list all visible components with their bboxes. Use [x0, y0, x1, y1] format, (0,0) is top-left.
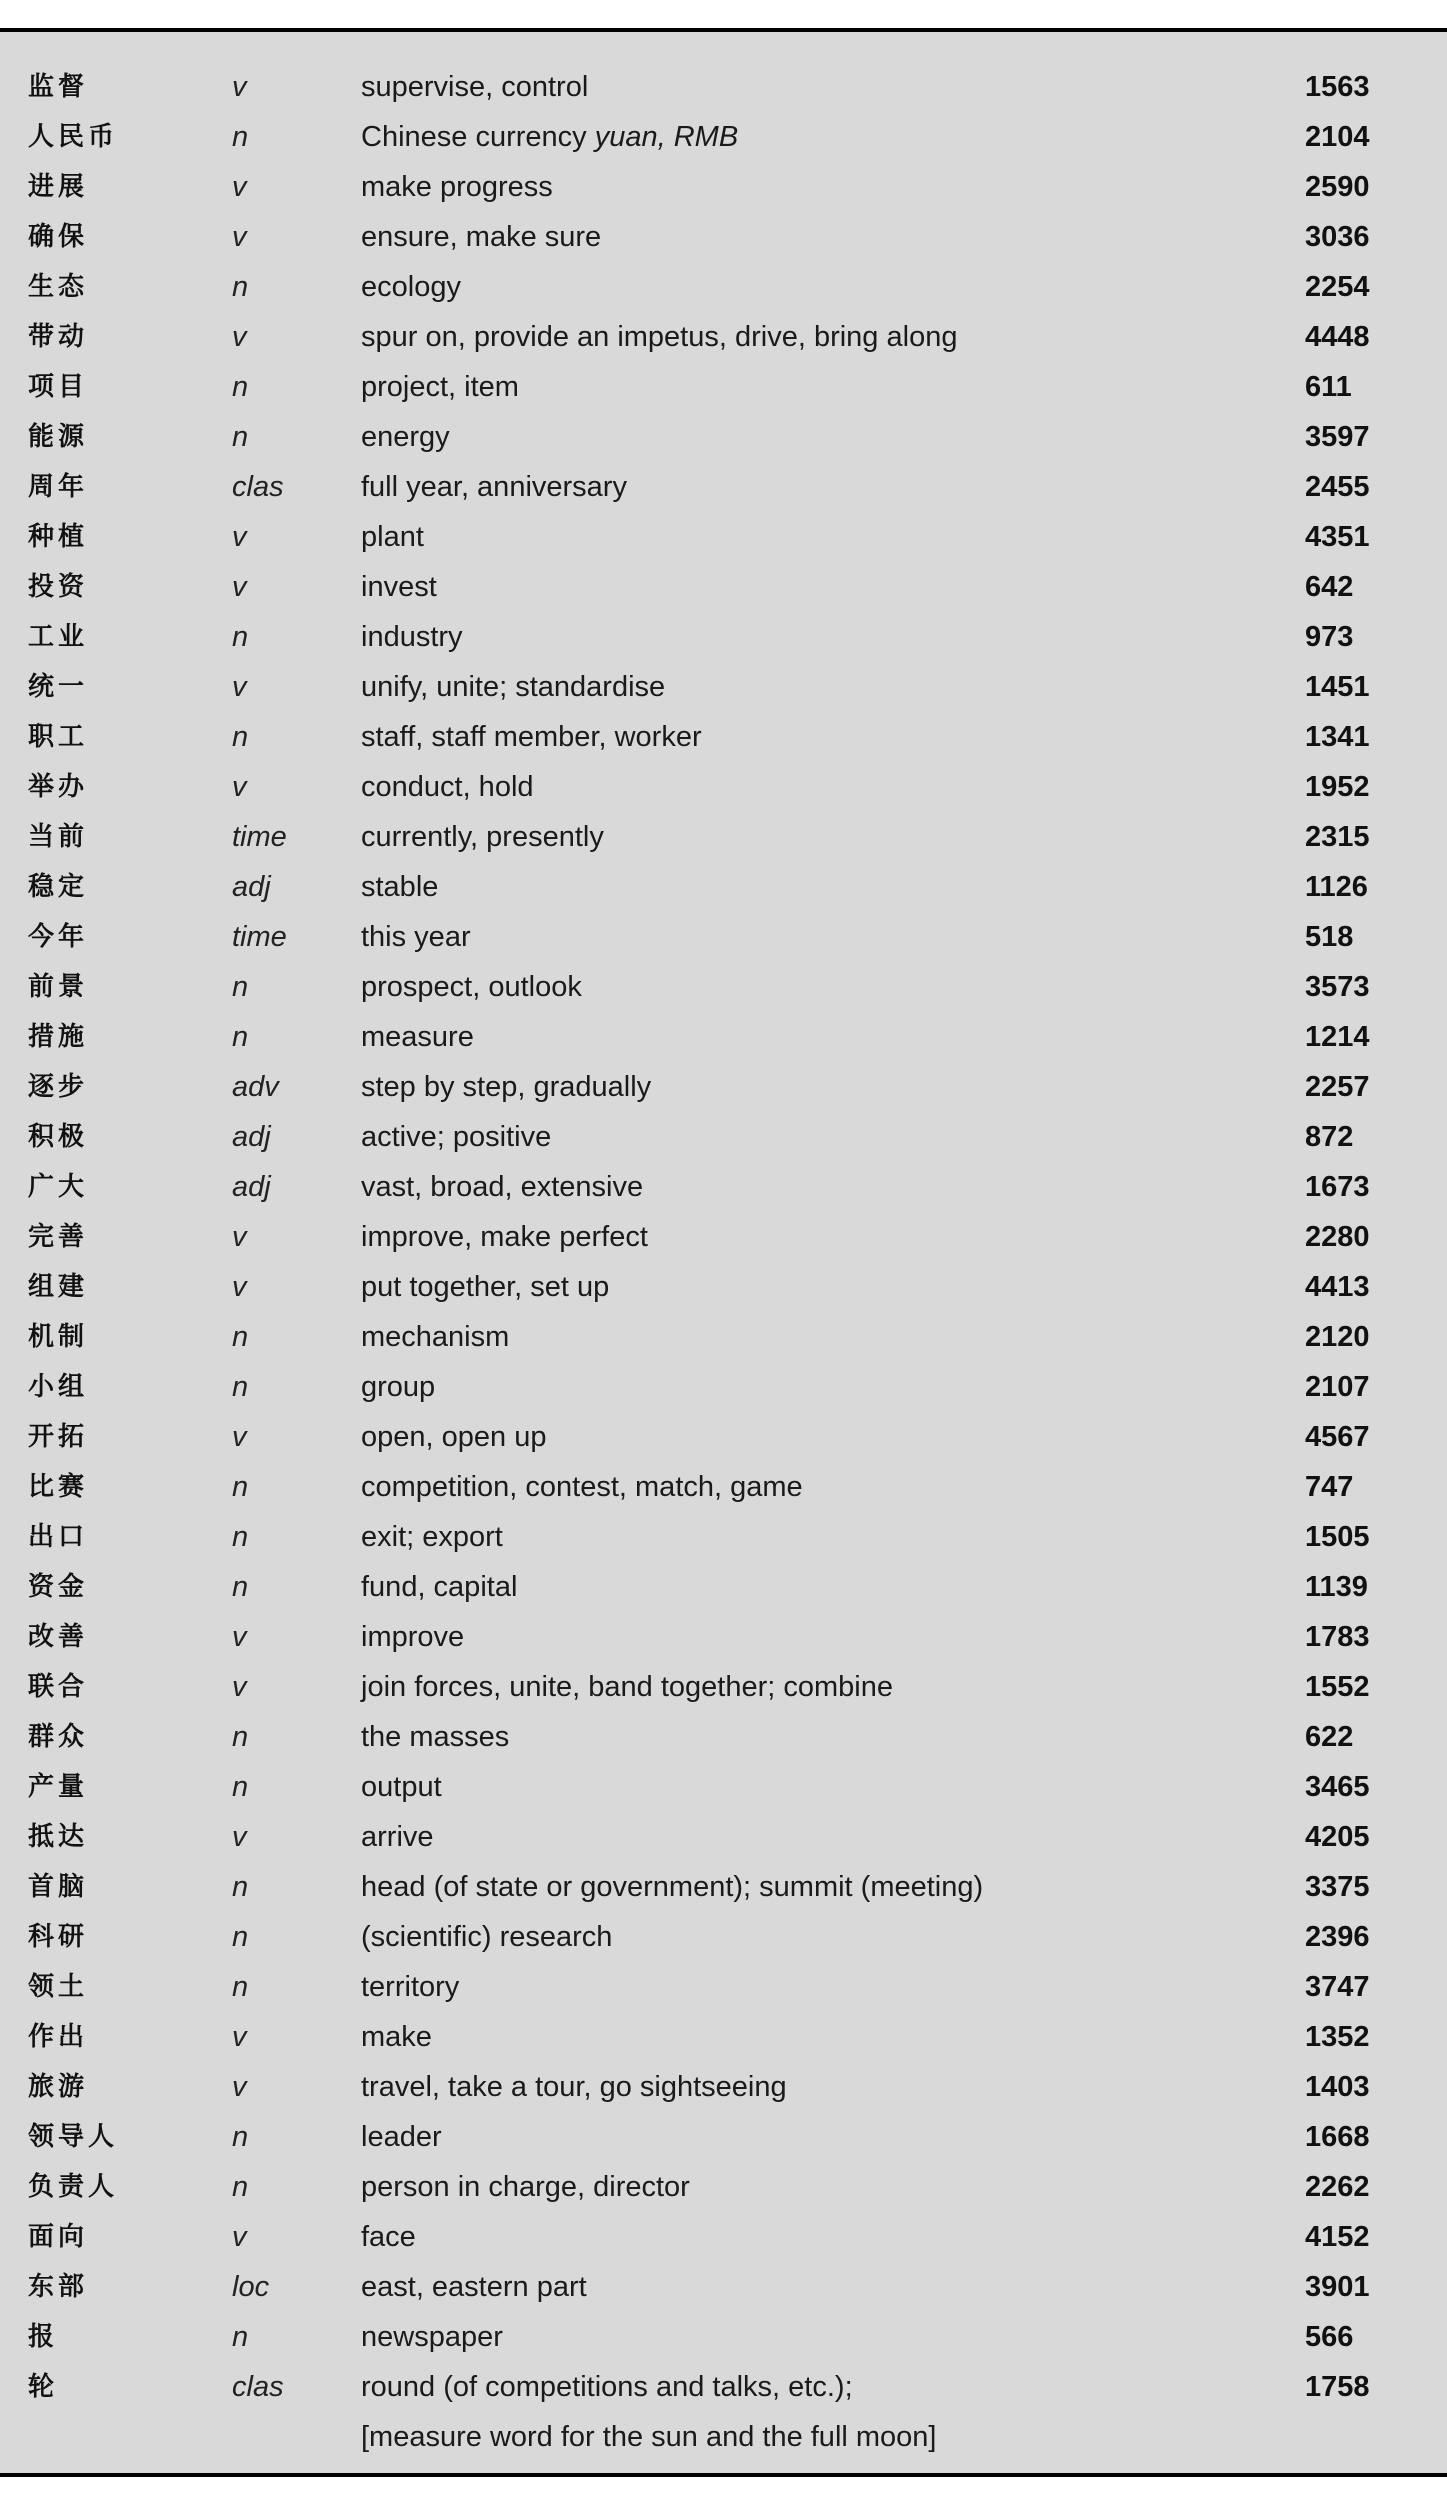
table-row	[0, 1262, 1447, 1312]
english-definition	[361, 162, 553, 212]
chinese-word: 领土	[28, 1972, 89, 2002]
english-definition	[361, 62, 588, 112]
frequency-rank: 4448	[1305, 321, 1370, 353]
table-row	[0, 1962, 1447, 2012]
part-of-speech: n	[232, 2171, 249, 2203]
definition-text: competition, contest, match, game	[361, 1471, 803, 1503]
chinese-word: 资金	[28, 1572, 89, 1602]
english-definition	[361, 812, 604, 862]
frequency-rank: 3036	[1305, 221, 1370, 253]
frequency-rank: 2262	[1305, 2171, 1370, 2203]
chinese-word: 面向	[28, 2222, 89, 2252]
table-row	[0, 662, 1447, 712]
definition-text: make	[361, 2021, 432, 2053]
frequency-rank: 747	[1305, 1471, 1354, 1503]
part-of-speech: v	[232, 2071, 247, 2103]
definition-text: travel, take a tour, go sightseeing	[361, 2071, 787, 2103]
english-definition	[361, 1112, 551, 1162]
definition-text: (scientific) research	[361, 1921, 613, 1953]
frequency-rank: 4205	[1305, 1821, 1370, 1853]
english-definition	[361, 362, 519, 412]
part-of-speech: n	[232, 971, 249, 1003]
english-definition	[361, 1162, 643, 1212]
part-of-speech: n	[232, 721, 249, 753]
english-definition	[361, 2112, 442, 2162]
chinese-word: 广大	[28, 1172, 89, 1202]
part-of-speech: n	[232, 1471, 249, 1503]
chinese-word: 旅游	[28, 2072, 89, 2102]
english-definition	[361, 112, 738, 162]
part-of-speech: n	[232, 1771, 249, 1803]
part-of-speech: v	[232, 171, 247, 203]
part-of-speech: n	[232, 621, 249, 653]
part-of-speech: n	[232, 421, 249, 453]
part-of-speech: n	[232, 1371, 249, 1403]
chinese-word: 生态	[28, 272, 89, 302]
chinese-word: 机制	[28, 1322, 89, 1352]
definition-text: measure	[361, 1021, 474, 1053]
part-of-speech: n	[232, 1971, 249, 2003]
chinese-word: 抵达	[28, 1822, 89, 1852]
english-definition	[361, 2262, 587, 2312]
definition-text: staff, staff member, worker	[361, 721, 702, 753]
part-of-speech: time	[232, 821, 287, 853]
frequency-rank: 2254	[1305, 271, 1370, 303]
definition-text: put together, set up	[361, 1271, 610, 1303]
frequency-rank: 1341	[1305, 721, 1370, 753]
table-row	[0, 912, 1447, 962]
frequency-rank: 1952	[1305, 771, 1370, 803]
frequency-rank: 642	[1305, 571, 1354, 603]
english-definition	[361, 412, 450, 462]
table-row	[0, 212, 1447, 262]
part-of-speech: v	[232, 221, 247, 253]
table-row	[0, 162, 1447, 212]
table-row	[0, 2012, 1447, 2062]
definition-text: project, item	[361, 371, 519, 403]
frequency-rank: 611	[1305, 371, 1352, 403]
definition-text: stable	[361, 871, 439, 903]
english-definition	[361, 212, 601, 262]
english-definition	[361, 2012, 432, 2062]
definition-text: join forces, unite, band together; combine	[361, 1671, 893, 1703]
frequency-rank: 2107	[1305, 1371, 1370, 1403]
definition-text: spur on, provide an impetus, drive, bring along	[361, 321, 958, 353]
chinese-word: 积极	[28, 1122, 89, 1152]
part-of-speech: adj	[232, 1121, 271, 1153]
part-of-speech: v	[232, 1271, 247, 1303]
part-of-speech: n	[232, 1571, 249, 1603]
chinese-word: 周年	[28, 472, 89, 502]
english-definition	[361, 1462, 803, 1512]
frequency-rank: 2120	[1305, 1321, 1370, 1353]
english-definition	[361, 1862, 983, 1912]
chinese-word: 首脑	[28, 1872, 89, 1902]
english-definition	[361, 462, 627, 512]
english-definition	[361, 1012, 474, 1062]
frequency-rank: 622	[1305, 1721, 1354, 1753]
chinese-word: 组建	[28, 1272, 89, 1302]
chinese-word: 工业	[28, 622, 89, 652]
table-row	[0, 1712, 1447, 1762]
chinese-word: 职工	[28, 722, 89, 752]
chinese-word: 当前	[28, 822, 89, 852]
english-definition	[361, 1612, 464, 1662]
frequency-rank: 3597	[1305, 421, 1370, 453]
table-row	[0, 412, 1447, 462]
frequency-rank: 518	[1305, 921, 1354, 953]
definition-text: conduct, hold	[361, 771, 534, 803]
chinese-word: 产量	[28, 1772, 89, 1802]
part-of-speech: n	[232, 2121, 249, 2153]
table-row	[0, 2362, 1447, 2462]
english-definition	[361, 712, 702, 762]
table-row	[0, 1512, 1447, 1562]
definition-text: vast, broad, extensive	[361, 1171, 644, 1203]
chinese-word: 种植	[28, 522, 89, 552]
table-row	[0, 1062, 1447, 1112]
definition-text: ecology	[361, 271, 461, 303]
english-definition	[361, 1212, 648, 1262]
table-row	[0, 2212, 1447, 2262]
part-of-speech: n	[232, 1021, 249, 1053]
english-definition	[361, 1062, 651, 1112]
chinese-word: 进展	[28, 172, 89, 202]
table-row	[0, 1312, 1447, 1362]
frequency-rank: 4413	[1305, 1271, 1370, 1303]
english-definition	[361, 1912, 612, 1962]
part-of-speech: v	[232, 1671, 247, 1703]
table-row	[0, 1662, 1447, 1712]
table-row	[0, 962, 1447, 1012]
table-row	[0, 1912, 1447, 1962]
table-row	[0, 2062, 1447, 2112]
table-row	[0, 1562, 1447, 1612]
table-row	[0, 312, 1447, 362]
table-row	[0, 2312, 1447, 2362]
table-row	[0, 1162, 1447, 1212]
chinese-word: 逐步	[28, 1072, 89, 1102]
frequency-rank: 3573	[1305, 971, 1370, 1003]
part-of-speech: n	[232, 1721, 249, 1753]
frequency-rank: 1758	[1305, 2371, 1370, 2403]
chinese-word: 作出	[28, 2022, 89, 2052]
frequency-rank: 1403	[1305, 2071, 1370, 2103]
definition-text: industry	[361, 621, 463, 653]
frequency-rank: 1783	[1305, 1621, 1370, 1653]
frequency-rank: 4152	[1305, 2221, 1370, 2253]
definition-text: round (of competitions and talks, etc.);	[361, 2371, 853, 2403]
definition-text: ensure, make sure	[361, 221, 602, 253]
english-definition	[361, 912, 471, 962]
frequency-rank: 1505	[1305, 1521, 1370, 1553]
english-definition	[361, 1962, 459, 2012]
chinese-word: 科研	[28, 1922, 89, 1952]
table-row	[0, 62, 1447, 112]
frequency-rank: 2396	[1305, 1921, 1370, 1953]
table-row	[0, 1812, 1447, 1862]
part-of-speech: v	[232, 521, 247, 553]
frequency-rank: 1126	[1305, 871, 1368, 903]
frequency-rank: 3747	[1305, 1971, 1370, 2003]
english-definition	[361, 2212, 416, 2262]
table-row	[0, 362, 1447, 412]
chinese-word: 负责人	[28, 2172, 119, 2202]
table-row	[0, 2112, 1447, 2162]
table-row	[0, 512, 1447, 562]
table-row	[0, 1762, 1447, 1812]
frequency-rank: 1139	[1305, 1571, 1368, 1603]
definition-text: the masses	[361, 1721, 510, 1753]
table-row	[0, 1362, 1447, 1412]
part-of-speech: n	[232, 121, 249, 153]
chinese-word: 小组	[28, 1372, 89, 1402]
definition-text: person in charge, director	[361, 2171, 690, 2203]
chinese-word: 领导人	[28, 2122, 119, 2152]
part-of-speech: v	[232, 771, 247, 803]
definition-text: group	[361, 1371, 436, 1403]
frequency-rank: 1668	[1305, 2121, 1370, 2153]
frequency-rank: 1673	[1305, 1171, 1370, 1203]
english-definition	[361, 1312, 509, 1362]
definition-text: east, eastern part	[361, 2271, 587, 2303]
part-of-speech: n	[232, 1871, 249, 1903]
table-row	[0, 1212, 1447, 1262]
chinese-word: 前景	[28, 972, 89, 1002]
definition-text: plant	[361, 521, 424, 553]
definition-text: leader	[361, 2121, 442, 2153]
chinese-word: 投资	[28, 572, 89, 602]
english-definition	[361, 1512, 503, 1562]
table-row	[0, 1412, 1447, 1462]
frequency-rank: 3375	[1305, 1871, 1370, 1903]
frequency-rank: 1451	[1305, 671, 1370, 703]
frequency-rank: 3465	[1305, 1771, 1370, 1803]
part-of-speech: n	[232, 271, 249, 303]
table-row	[0, 462, 1447, 512]
table-row	[0, 712, 1447, 762]
definition-text: head (of state or government); summit (meeting)	[361, 1871, 984, 1903]
table-row	[0, 2162, 1447, 2212]
definition-text: this year	[361, 921, 471, 953]
frequency-rank: 2257	[1305, 1071, 1370, 1103]
frequency-rank: 1352	[1305, 2021, 1370, 2053]
part-of-speech: v	[232, 71, 247, 103]
english-definition	[361, 512, 424, 562]
english-definition	[361, 1662, 893, 1712]
frequency-rank: 2280	[1305, 1221, 1370, 1253]
definition-text: territory	[361, 1971, 460, 2003]
part-of-speech: adv	[232, 1071, 279, 1103]
chinese-word: 联合	[28, 1672, 89, 1702]
part-of-speech: v	[232, 1821, 247, 1853]
table-row	[0, 612, 1447, 662]
english-definition	[361, 262, 461, 312]
definition-text: fund, capital	[361, 1571, 518, 1603]
part-of-speech: time	[232, 921, 287, 953]
table-row	[0, 2262, 1447, 2312]
part-of-speech: n	[232, 2321, 249, 2353]
english-definition	[361, 1712, 509, 1762]
definition-text: exit; export	[361, 1521, 503, 1553]
english-definition	[361, 2362, 853, 2412]
part-of-speech: clas	[232, 471, 284, 503]
part-of-speech: v	[232, 571, 247, 603]
definition-text: newspaper	[361, 2321, 503, 2353]
definition-text: step by step, gradually	[361, 1071, 652, 1103]
definition-text: make progress	[361, 171, 553, 203]
english-definition	[361, 612, 463, 662]
chinese-word: 能源	[28, 422, 89, 452]
frequency-rank: 872	[1305, 1121, 1354, 1153]
chinese-word: 比赛	[28, 1472, 89, 1502]
frequency-rank: 2455	[1305, 471, 1370, 503]
frequency-rank: 4351	[1305, 521, 1370, 553]
english-definition	[361, 1362, 435, 1412]
part-of-speech: n	[232, 1921, 249, 1953]
part-of-speech: n	[232, 1321, 249, 1353]
chinese-word: 开拓	[28, 1422, 89, 1452]
frequency-rank: 2590	[1305, 171, 1370, 203]
english-definition	[361, 962, 582, 1012]
part-of-speech: v	[232, 671, 247, 703]
chinese-word: 今年	[28, 922, 89, 952]
english-definition	[361, 862, 438, 912]
chinese-word: 稳定	[28, 872, 89, 902]
english-definition	[361, 662, 665, 712]
definition-text: prospect, outlook	[361, 971, 582, 1003]
table-row	[0, 1612, 1447, 1662]
chinese-word: 带动	[28, 322, 89, 352]
table-row	[0, 862, 1447, 912]
definition-text: output	[361, 1771, 442, 1803]
table-row	[0, 762, 1447, 812]
definition-text: Chinese currency	[361, 121, 595, 153]
chinese-word: 出口	[28, 1522, 89, 1552]
table-row	[0, 562, 1447, 612]
definition-text: invest	[361, 571, 437, 603]
definition-text: full year, anniversary	[361, 471, 627, 503]
frequency-rank: 2315	[1305, 821, 1370, 853]
frequency-rank: 2104	[1305, 121, 1370, 153]
frequency-rank: 1552	[1305, 1671, 1370, 1703]
english-definition	[361, 1762, 442, 1812]
part-of-speech: clas	[232, 2371, 284, 2403]
part-of-speech: v	[232, 321, 247, 353]
chinese-word: 确保	[28, 222, 89, 252]
frequency-rank: 1214	[1305, 1021, 1370, 1053]
table-row	[0, 812, 1447, 862]
english-definition	[361, 2062, 787, 2112]
table-row	[0, 262, 1447, 312]
chinese-word: 报	[28, 2322, 59, 2352]
chinese-word: 统一	[28, 672, 89, 702]
definition-text: unify, unite; standardise	[361, 671, 666, 703]
table-row	[0, 1462, 1447, 1512]
part-of-speech: adj	[232, 1171, 271, 1203]
table-row	[0, 1012, 1447, 1062]
table-row	[0, 112, 1447, 162]
english-definition	[361, 1562, 517, 1612]
vocabulary-table	[0, 28, 1447, 2477]
chinese-word: 改善	[28, 1622, 89, 1652]
chinese-word: 措施	[28, 1022, 89, 1052]
chinese-word: 完善	[28, 1222, 89, 1252]
english-definition	[361, 1412, 546, 1462]
part-of-speech: v	[232, 1221, 247, 1253]
english-definition	[361, 1262, 609, 1312]
english-definition	[361, 2312, 503, 2362]
part-of-speech: n	[232, 371, 249, 403]
chinese-word: 轮	[28, 2372, 59, 2402]
definition-text: currently, presently	[361, 821, 604, 853]
vocabulary-rows	[0, 62, 1447, 2462]
part-of-speech: adj	[232, 871, 271, 903]
frequency-rank: 4567	[1305, 1421, 1370, 1453]
definition-text: active; positive	[361, 1121, 552, 1153]
chinese-word: 东部	[28, 2272, 89, 2302]
english-definition	[361, 562, 437, 612]
definition-text: supervise, control	[361, 71, 589, 103]
part-of-speech: v	[232, 2221, 247, 2253]
definition-text: arrive	[361, 1821, 434, 1853]
table-row	[0, 1112, 1447, 1162]
frequency-rank: 973	[1305, 621, 1354, 653]
definition-text: energy	[361, 421, 450, 453]
definition-italic-text: yuan, RMB	[594, 121, 739, 153]
frequency-rank: 1563	[1305, 71, 1370, 103]
part-of-speech: v	[232, 2021, 247, 2053]
english-definition	[361, 762, 534, 812]
definition-text: mechanism	[361, 1321, 510, 1353]
english-definition-continued: [measure word for the sun and the full moon]	[361, 2421, 937, 2453]
english-definition	[361, 2162, 690, 2212]
chinese-word: 人民币	[28, 122, 119, 152]
chinese-word: 项目	[28, 372, 89, 402]
part-of-speech: v	[232, 1621, 247, 1653]
part-of-speech: loc	[232, 2271, 270, 2303]
definition-text: improve	[361, 1621, 465, 1653]
part-of-speech: v	[232, 1421, 247, 1453]
part-of-speech: n	[232, 1521, 249, 1553]
definition-text: improve, make perfect	[361, 1221, 648, 1253]
english-definition	[361, 312, 957, 362]
frequency-rank: 566	[1305, 2321, 1354, 2353]
chinese-word: 监督	[28, 72, 89, 102]
definition-text: open, open up	[361, 1421, 547, 1453]
english-definition	[361, 1812, 434, 1862]
chinese-word: 举办	[28, 772, 89, 802]
chinese-word: 群众	[28, 1722, 89, 1752]
table-row	[0, 1862, 1447, 1912]
frequency-rank: 3901	[1305, 2271, 1370, 2303]
definition-text: face	[361, 2221, 416, 2253]
